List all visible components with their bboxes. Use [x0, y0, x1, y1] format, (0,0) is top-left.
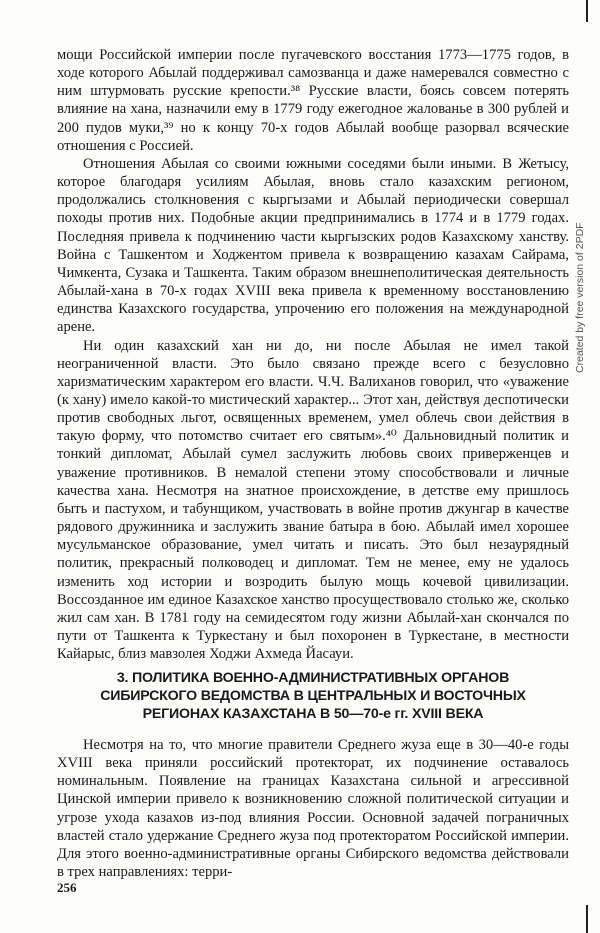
page-number: 256 [57, 880, 77, 895]
scan-edge-mark-top [586, 0, 588, 22]
paragraph-southern-neighbours: Отношения Абылая со своими южными соседями были иными. В Жетысу, которое благодаря усилиям Абылая, вновь стало казахским регионом, продолжались столкновения с кыргызами и Абылай периодически совершал походы против них. Подобные акции предпринимались в 1774 и в 1779 годах. Последняя привела к подчинению части кыргызских родов Казахскому ханству. Война с Ташкентом и Ходжентом привела к возвращению казахам Сайрама, Чимкента, Сузака и Ташкента. Таким образом внешнеполитическая деятельность Абылай-хана в 70-х годах XVIII века привела к временному восстановлению единства Казахского государства, упрочению его положения на международной арене. [57, 155, 569, 336]
paragraph-protectorate: Несмотря на то, что многие правители Среднего жуза еще в 30—40-е годы XVIII века приняли российский протекторат, их подчинение оставалось номинальным. Появление на границах Казахстана сильной и агрессивной Цинской империи привело к возникновению сложной политической ситуации и угрозе ухода казахов из-под влияния России. Основной задачей пограничных властей стало удержание Среднего жуза под протекторатом Российской империи. Для этого военно-административные органы Сибирского ведомства действовали в трех направлениях: терри- [57, 737, 569, 881]
section-heading-line-1: 3. ПОЛИТИКА ВОЕННО-АДМИНИСТРАТИВНЫХ ОРГАНОВ [116, 670, 510, 686]
section-heading [57, 669, 569, 723]
bottom-text-section [57, 736, 569, 881]
section-heading-line-2: СИБИРСКОГО ВЕДОМСТВА В ЦЕНТРАЛЬНЫХ И ВОСТОЧНЫХ [100, 688, 526, 704]
paragraph-khan-power: Ни один казахский хан ни до, ни после Абылая не имел такой неограниченной власти. Это было связано прежде всего с безусловно харизматическим характером его власти. Ч.Ч. Валиханов говорил, что «уважение (к хану) имело какой-то мистический характер... Этот хан, действуя деспотически против свободных льгот, освященных временем, умел облечь свои действия в такую форму, что потомство считает его святым».⁴⁰ Дальновидный политик и тонкий дипломат, Абылай сумел заслужить любовь своих приверженцев и уважение противников. В немалой степени этому способствовали и личные качества хана. Несмотря на знатное происхождение, в детстве ему пришлось быть и пастухом, и табунщиком, участвовать в войне против джунгар в качестве рядового дружинника и заслужить звание батыра в бою. Абылай имел хорошее мусульманское образование, умел читать и писать. Это был незаурядный политик, прекрасный полководец и дипломат. Тем не менее, ему не удалось изменить ход истории и возродить былую мощь кочевой цивилизации. Воссозданное им единое Казахское ханство просуществовало столько же, сколько жил сам хан. В 1781 году на семидесятом году жизни Абылай-хан скончался по пути от Ташкента к Туркестану и был похоронен в Туркестане, в местности Кайарыс, близ мавзолея Ходжи Ахмеда Йасауи. [57, 337, 569, 663]
paragraph-continued: мощи Российской империи после пугачевского восстания 1773—1775 годов, в ходе которого Абылай поддерживал самозванца и даже намеревался совместно с ним штурмовать русские крепости.³⁸ Русские власти, боясь совсем потерять влияние на хана, назначили ему в 1779 году ежегодное жалованье в 300 рублей и 200 пудов муки,³⁹ но к концу 70-х годов Абылай вообще разорвал всяческие отношения с Россией. [57, 47, 569, 154]
top-text-section [57, 46, 569, 663]
section-heading-line-3: РЕГИОНАХ КАЗАХСТАНА В 50—70-е гг. XVIII ВЕКА [142, 706, 484, 722]
watermark-text: Created by free version of 2PDF [574, 222, 586, 373]
watermark [574, 218, 596, 373]
scan-edge-mark-bottom [586, 905, 588, 933]
